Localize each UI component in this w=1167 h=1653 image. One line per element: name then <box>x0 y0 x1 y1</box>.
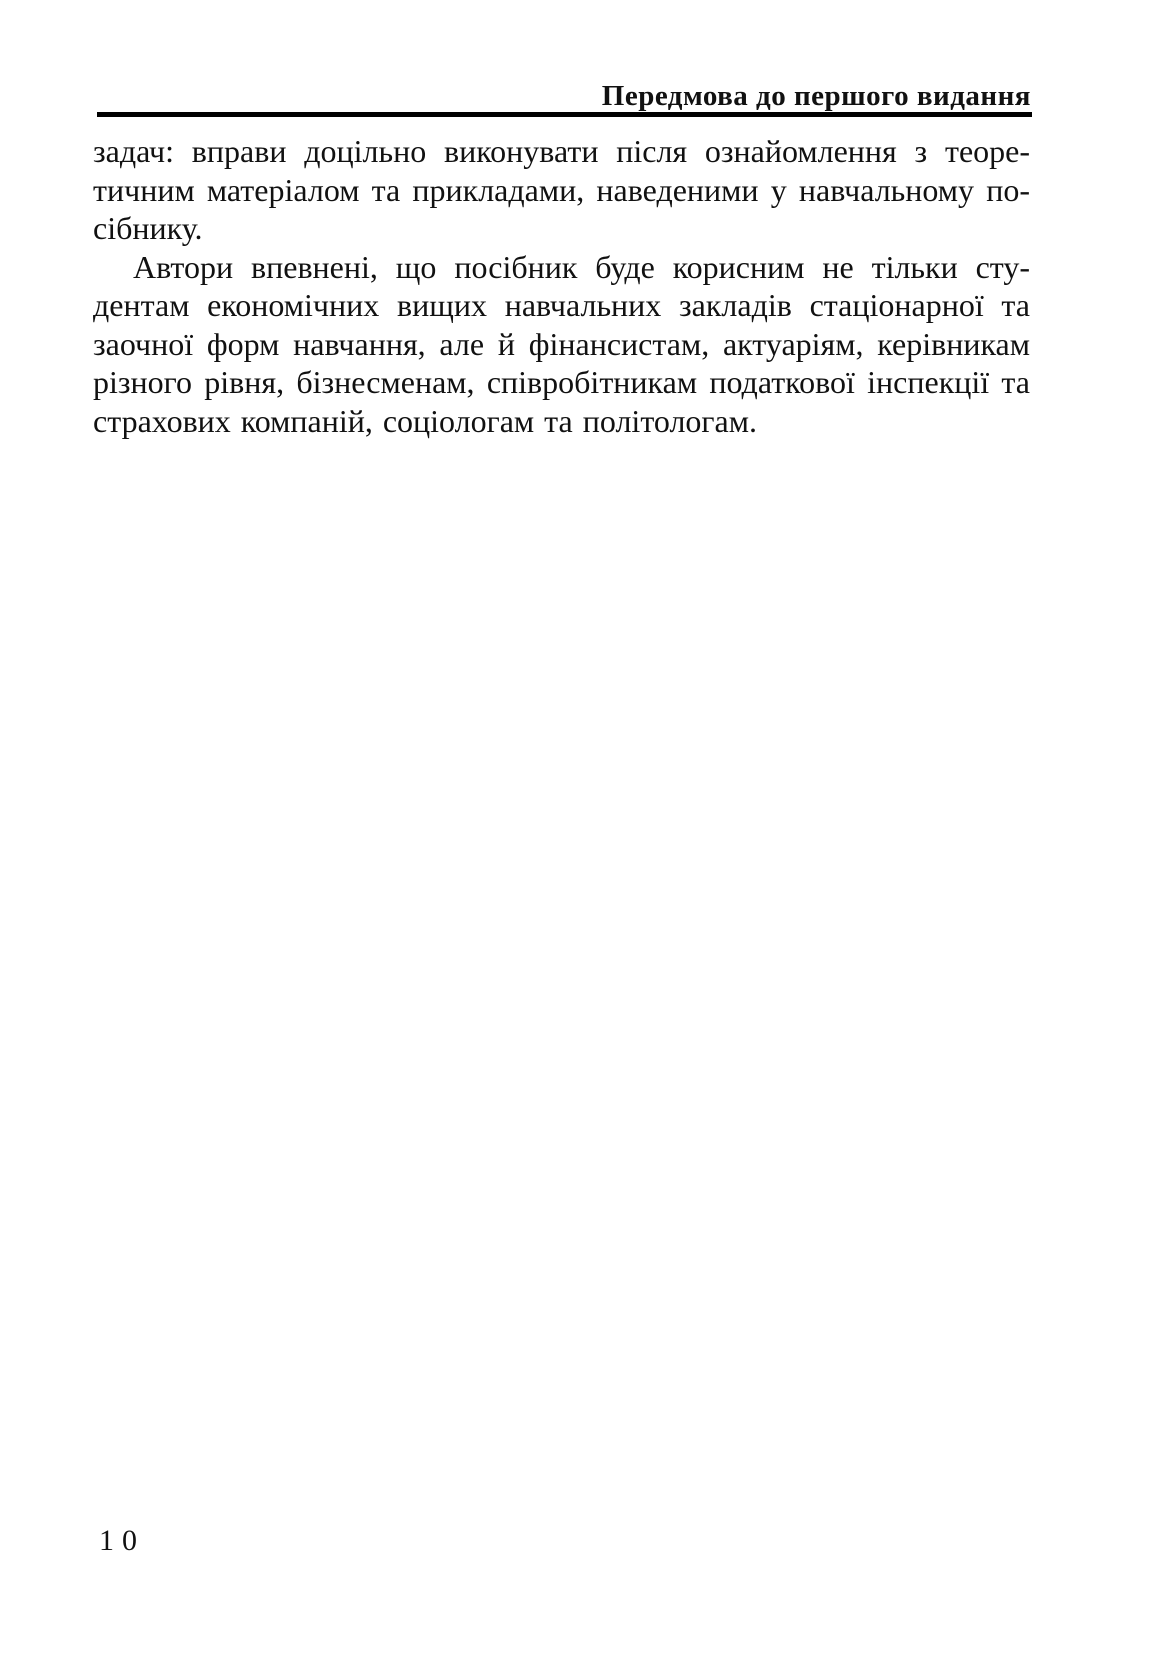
header-rule <box>97 112 1032 117</box>
text-line: тичним матеріалом та прикладами, наведеними у навчальному по- <box>93 171 1030 208</box>
text-line: Автори впевнені, що посібник буде корисним не тільки сту- <box>133 248 1030 285</box>
paragraph <box>93 248 1030 441</box>
text-line: дентам економічних вищих навчальних закладів стаціонарної та <box>93 287 1030 323</box>
text-line: різного рівня, бізнесменам, співробітникам податкової інспекції та <box>93 364 1030 400</box>
running-header: Передмова до першого видання <box>601 80 1031 112</box>
text-line: сібнику. <box>93 210 203 246</box>
text-line: страхових компаній, соціологам та політологам. <box>93 402 757 439</box>
page-number: 10 <box>99 1524 145 1557</box>
text-line: задач: вправи доцільно виконувати після ознайомлення з теоре- <box>93 133 1030 169</box>
text-line: заочної форм навчання, але й фінансистам, актуаріям, керівникам <box>93 325 1030 362</box>
body-text <box>93 132 1030 440</box>
paragraph <box>93 132 1030 248</box>
